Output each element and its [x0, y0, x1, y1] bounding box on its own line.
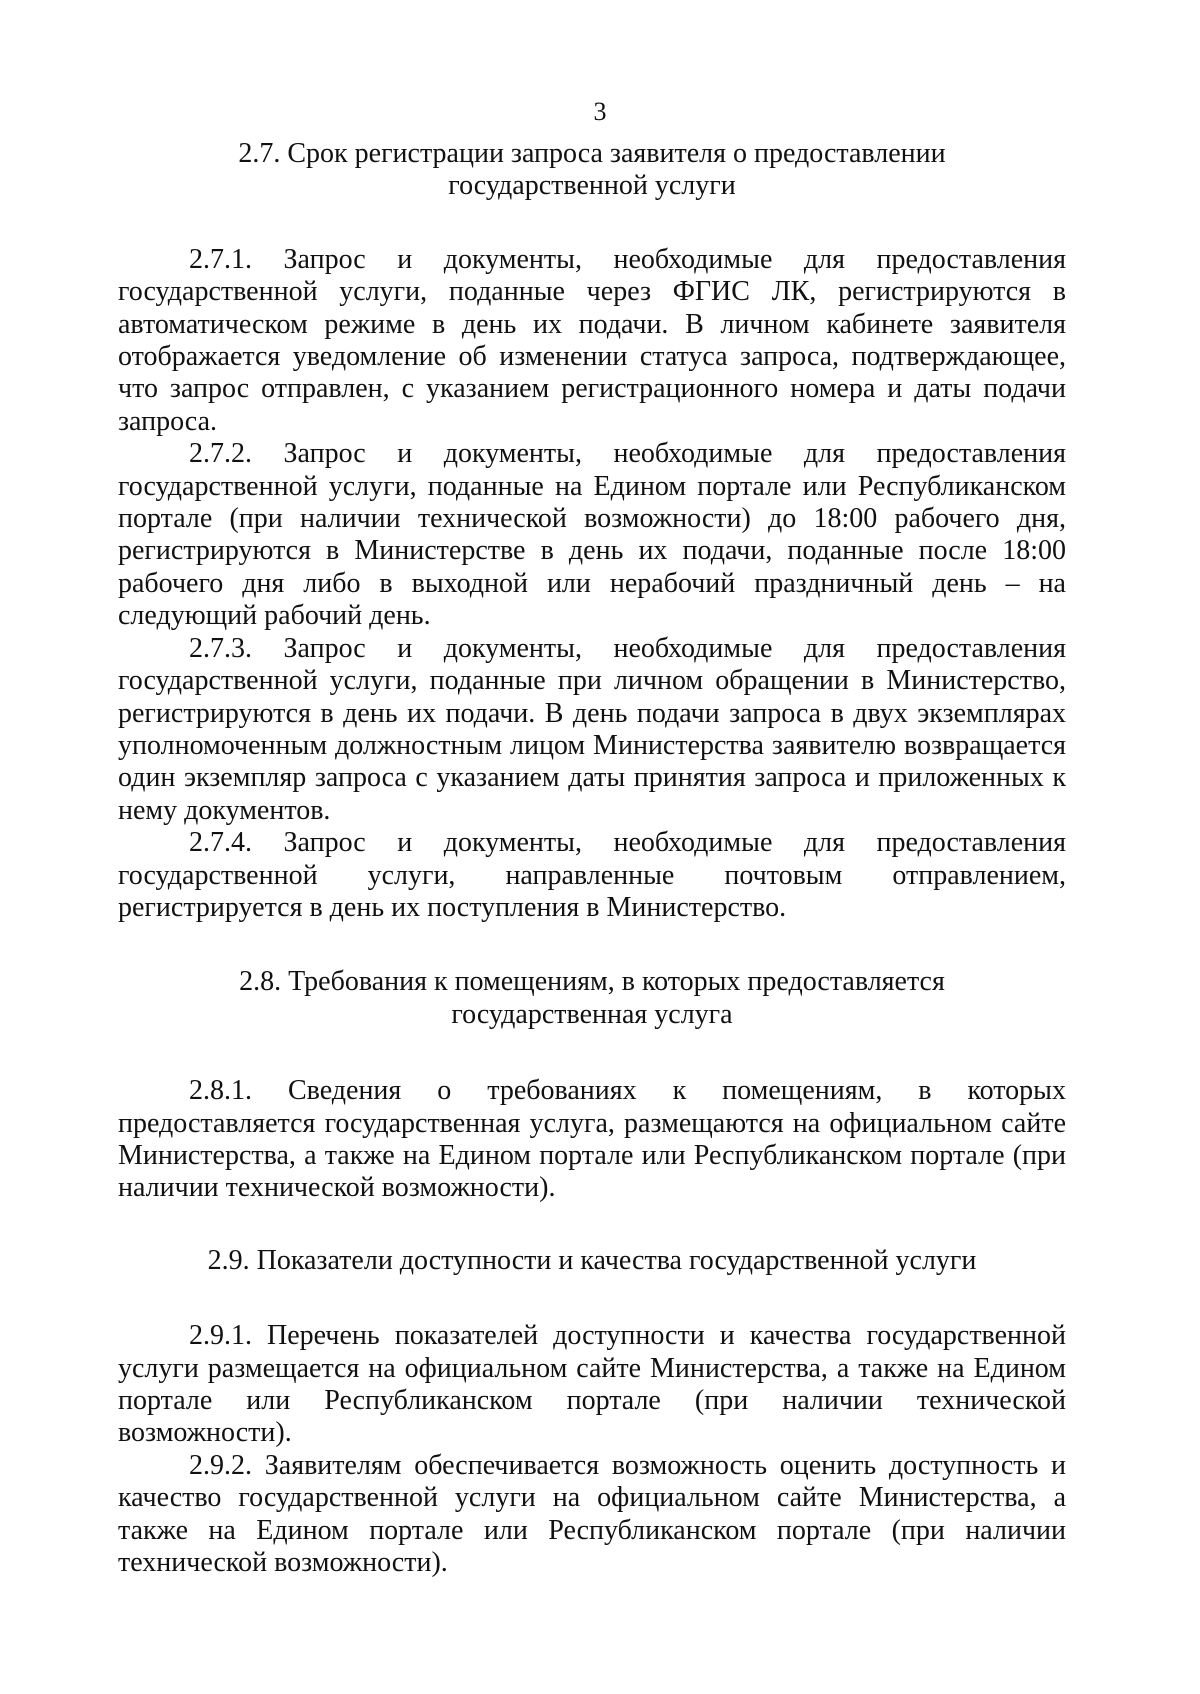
paragraph-2-7-3: 2.7.3. Запрос и документы, необходимые для предоставления государственной услуги, поданные при личном обращении в Министерство, регистрируются в день их подачи. В день подачи запроса в двух экземплярах уполномоченным должностным лицом Министерства заявителю возвращается один экземпляр запроса с указанием даты принятия запроса и приложенных к нему документов. [118, 632, 1066, 826]
heading-line: государственной услуги [448, 170, 736, 202]
paragraph-2-7-1: 2.7.1. Запрос и документы, необходимые для предоставления государственной услуги, поданные через ФГИС ЛК, регистрируются в автоматическом режиме в день их подачи. В личном кабинете заявителя отображается уведомление об изменении статуса запроса, подтверждающее, что запрос отправлен, с указанием регистрационного номера и даты подачи запроса. [118, 243, 1066, 437]
paragraph-2-8-1: 2.8.1. Сведения о требованиях к помещениям, в которых предоставляется государственная услуга, размещаются на официальном сайте Министерства, а также на Едином портале или Республиканском портале (при наличии технической возможности). [118, 1075, 1066, 1204]
paragraph-2-9-1: 2.9.1. Перечень показателей доступности и качества государственной услуги размещается на официальном сайте Министерства, а также на Едином портале или Республиканском портале (при наличии технической возможности). [118, 1320, 1066, 1449]
paragraph-2-9-2: 2.9.2. Заявителям обеспечивается возможность оценить доступность и качество государственной услуги на официальном сайте Министерства, а также на Едином портале или Республиканском портале (при наличии технической возможности). [118, 1449, 1066, 1579]
paragraph-2-7-4: 2.7.4. Запрос и документы, необходимые для предоставления государственной услуги, направленные почтовым отправлением, регистрируется в день их поступления в Министерство. [118, 827, 1066, 923]
heading-line: 2.7. Срок регистрации запроса заявителя о предоставлении [238, 138, 946, 169]
heading-line: государственная услуга [451, 998, 733, 1030]
section-heading [118, 1245, 1066, 1277]
section-heading [118, 138, 1066, 203]
section-heading [118, 966, 1066, 1031]
page-number: 3 [593, 97, 607, 126]
section-2-8 [118, 966, 1066, 1204]
heading-line: 2.9. Показатели доступности и качества государственной услуги [207, 1244, 977, 1276]
section-2-9 [118, 1245, 1066, 1580]
heading-line: 2.8. Требования к помещениям, в которых предоставляется [239, 966, 945, 998]
document-body [118, 138, 1066, 1579]
paragraph-2-7-2: 2.7.2. Запрос и документы, необходимые для предоставления государственной услуги, поданные на Едином портале или Республиканском портале (при наличии технической возможности) до 18:00 рабочего дня, регистрируются в Министерстве в день их подачи, поданные после 18:00 рабочего дня либо в выходной или нерабочий праздничный день – на следующий рабочий день. [118, 438, 1066, 632]
section-2-7 [118, 138, 1066, 924]
